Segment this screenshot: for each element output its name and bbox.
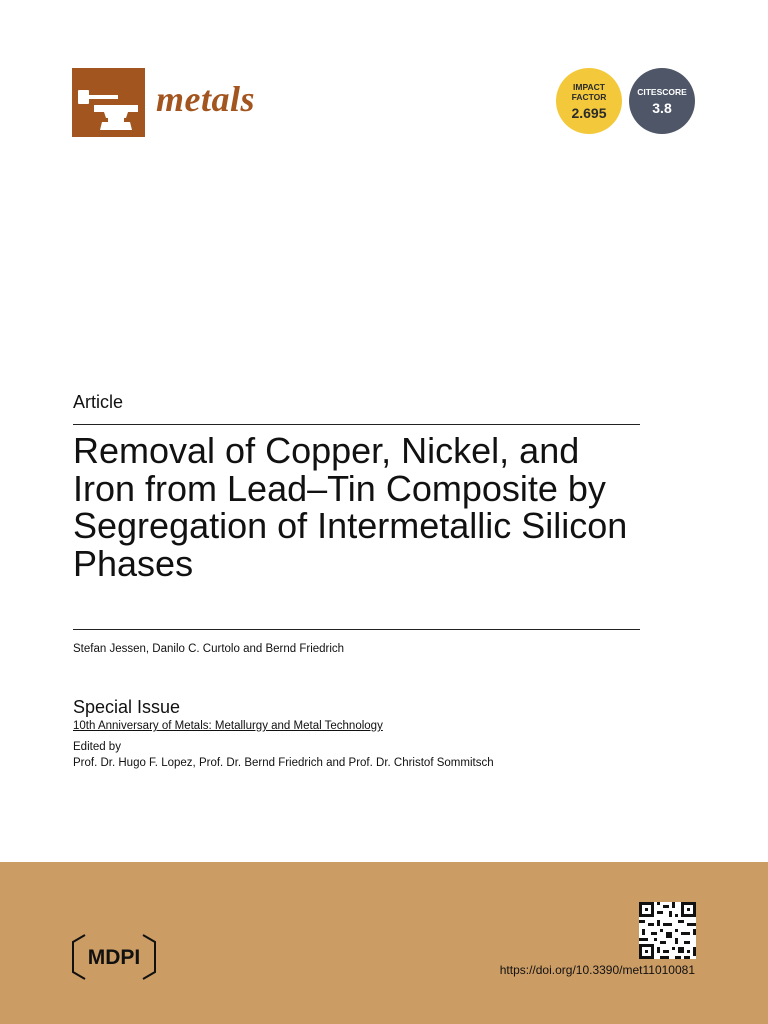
editor-name[interactable]: Prof. Dr. Christof Sommitsch — [348, 757, 494, 769]
special-issue-link[interactable]: 10th Anniversary of Metals: Metallurgy and Metal Technology — [73, 720, 383, 732]
journal-name: metals — [156, 79, 255, 119]
editor-and: and — [326, 757, 346, 769]
editor-list — [73, 757, 494, 769]
citescore-badge[interactable] — [629, 68, 695, 134]
author-list — [73, 643, 344, 655]
anvil-hammer-icon — [72, 68, 145, 137]
impact-factor-label-2: FACTOR — [571, 91, 607, 102]
publisher-name: MDPI — [87, 946, 141, 969]
mdpi-logo[interactable] — [71, 930, 157, 984]
divider-bottom — [73, 629, 640, 630]
editor-name[interactable]: Prof. Dr. Hugo F. Lopez — [73, 757, 193, 769]
doi-link[interactable]: https://doi.org/10.3390/met11010081 — [499, 963, 695, 977]
editor-name[interactable]: Prof. Dr. Bernd Friedrich — [198, 757, 323, 769]
journal-logo — [72, 68, 262, 138]
impact-factor-label-1: IMPACT — [573, 81, 605, 92]
special-issue-heading: Special Issue — [73, 697, 181, 717]
author-name[interactable]: Stefan Jessen — [73, 643, 146, 655]
edited-by-label: Edited by — [73, 741, 121, 753]
citescore-label: CITESCORE — [637, 86, 687, 97]
citescore-value: 3.8 — [652, 99, 672, 116]
editor-separator: , — [192, 757, 196, 769]
author-and: and — [243, 643, 263, 655]
qr-code-icon[interactable] — [639, 902, 696, 959]
article-title: Removal of Copper, Nickel, and Iron from Lead–Tin Composite by Segregation of Intermetallic Silicon Phases — [73, 430, 628, 584]
author-separator: , — [145, 643, 150, 655]
article-type: Article — [73, 392, 124, 412]
impact-factor-badge[interactable] — [556, 68, 622, 134]
impact-factor-value: 2.695 — [571, 104, 607, 121]
author-name[interactable]: Danilo C. Curtolo — [152, 643, 240, 655]
divider-top — [73, 424, 640, 425]
author-name[interactable]: Bernd Friedrich — [265, 643, 345, 655]
